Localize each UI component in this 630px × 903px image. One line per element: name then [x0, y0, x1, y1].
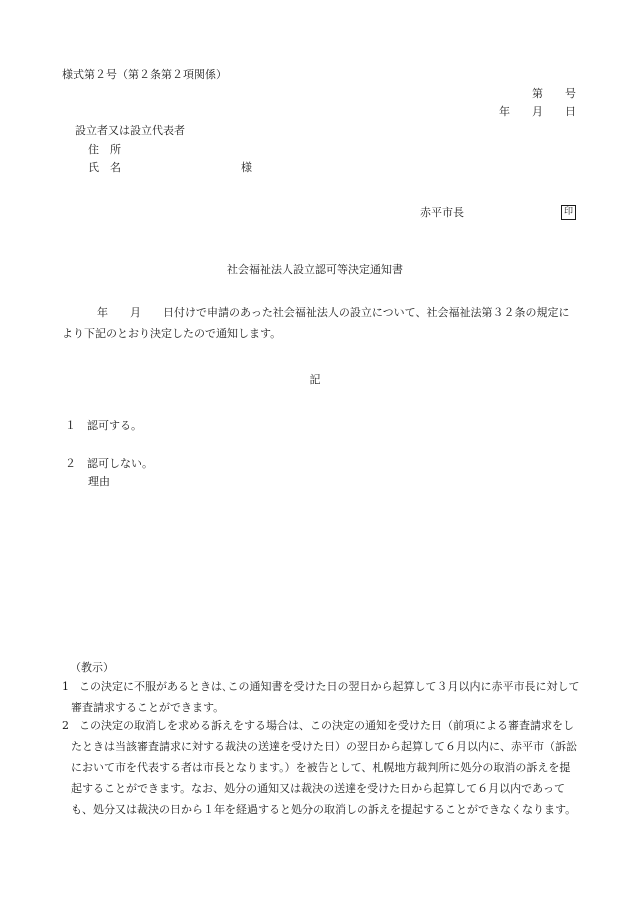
option-approve: １ 認可する。	[65, 419, 142, 432]
notice-heading: （教示）	[70, 661, 114, 674]
ki-heading: 記	[309, 373, 321, 386]
addressee-address-label: 住 所	[88, 143, 121, 156]
issuer-name: 赤平市長	[420, 206, 464, 219]
issue-date: 年 月 日	[499, 105, 576, 118]
notice-item	[62, 676, 580, 718]
reason-label: 理由	[88, 475, 110, 488]
notice-item-number: 2	[62, 719, 69, 732]
addressee-title: 設立者又は設立代表者	[75, 124, 185, 137]
notice-item	[62, 715, 580, 820]
addressee-honorific: 様	[241, 161, 252, 174]
seal-stamp: 印	[561, 205, 576, 220]
document-title: 社会福祉法人設立認可等決定通知書	[227, 263, 403, 276]
document-number: 第 号	[532, 87, 576, 100]
notice-item-number: 1	[62, 680, 69, 693]
form-number: 様式第２号（第２条第２項関係）	[62, 68, 227, 81]
notice-item-text: この決定に不服があるときは､この通知書を受けた日の翌日から起算して３月以内に赤平市長に対して審査請求することができます。	[71, 680, 580, 714]
addressee-name-label: 氏 名	[88, 161, 121, 174]
option-reject: ２ 認可しない。	[65, 457, 153, 470]
notice-item-text: この決定の取消しを求める訴えをする場合は、この決定の通知を受けた日（前項による審査請求をしたときは当該審査請求に対する裁決の送達を受けた日）の翌日から起算して６月以内に、赤平市（訴訟において市を代表する者は市長となります。）を被告として、札幌地方裁判所に処分の取消の訴えを提起することができます。なお、処分の通知又は裁決の送達を受けた日から起算して６月以内であっても、処分又は裁決の日から１年を経過すると処分の取消しの訴えを提起することができなくなります。	[71, 719, 577, 816]
body-paragraph: 年 月 日付けで申請のあった社会福祉法人の設立について、社会福祉法第３２条の規定により下記のとおり決定したので通知します。	[62, 306, 570, 340]
